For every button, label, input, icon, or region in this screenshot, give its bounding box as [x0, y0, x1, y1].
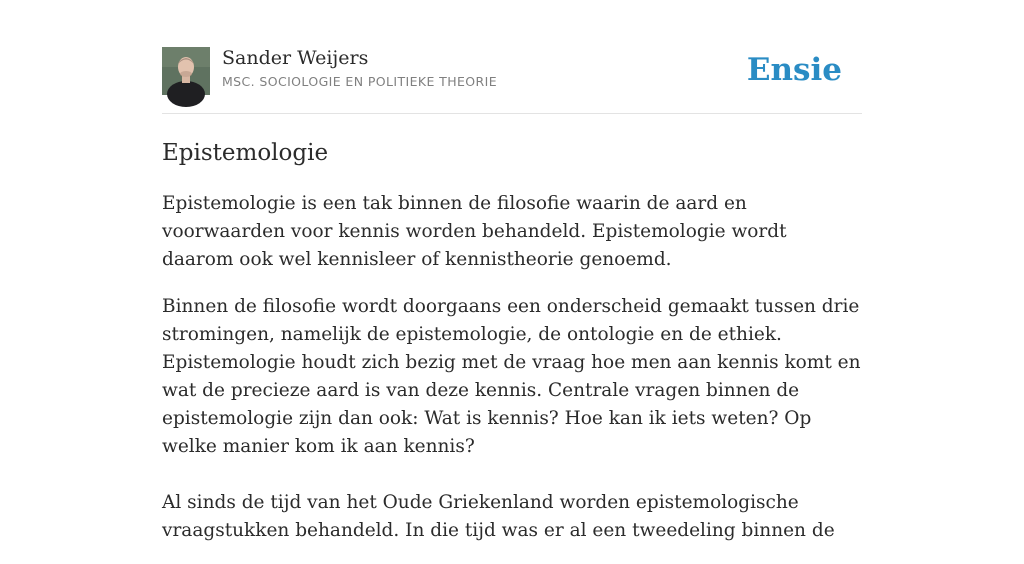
article-paragraph: Binnen de filosofie wordt doorgaans een onderscheid gemaakt tussen drie stromingen, namelijk de epistemologie, de ontologie en de ethiek. Epistemologie houdt zich bezig met de vraag hoe men aan kennis komt en wat de precieze aard is van deze kennis. Centrale vragen binnen de epistemologie zijn dan ook: Wat is kennis? Hoe kan ik iets weten? Op welke manier kom ik aan kennis? Al sinds de tijd van het Oude Griekenland worden epistemologische vraagstukken behandeld. In die tijd was er al een tweedeling binnen de — [162, 296, 861, 541]
person-photo-icon — [162, 47, 210, 95]
author-credentials: MSC. SOCIOLOGIE EN POLITIEKE THEORIE — [222, 74, 498, 89]
author-name[interactable]: Sander Weijers — [222, 47, 369, 69]
header-divider — [162, 113, 862, 114]
article-body — [162, 190, 862, 564]
article-title: Epistemologie — [162, 140, 329, 166]
author-header — [162, 46, 862, 96]
ensie-logo[interactable]: Ensie — [746, 52, 842, 88]
article-paragraph: Epistemologie is een tak binnen de filosofie waarin de aard en voorwaarden voor kennis worden behandeld. Epistemologie wordt daarom ook wel kennisleer of kennistheorie genoemd. — [162, 193, 787, 270]
author-avatar[interactable] — [162, 47, 210, 95]
